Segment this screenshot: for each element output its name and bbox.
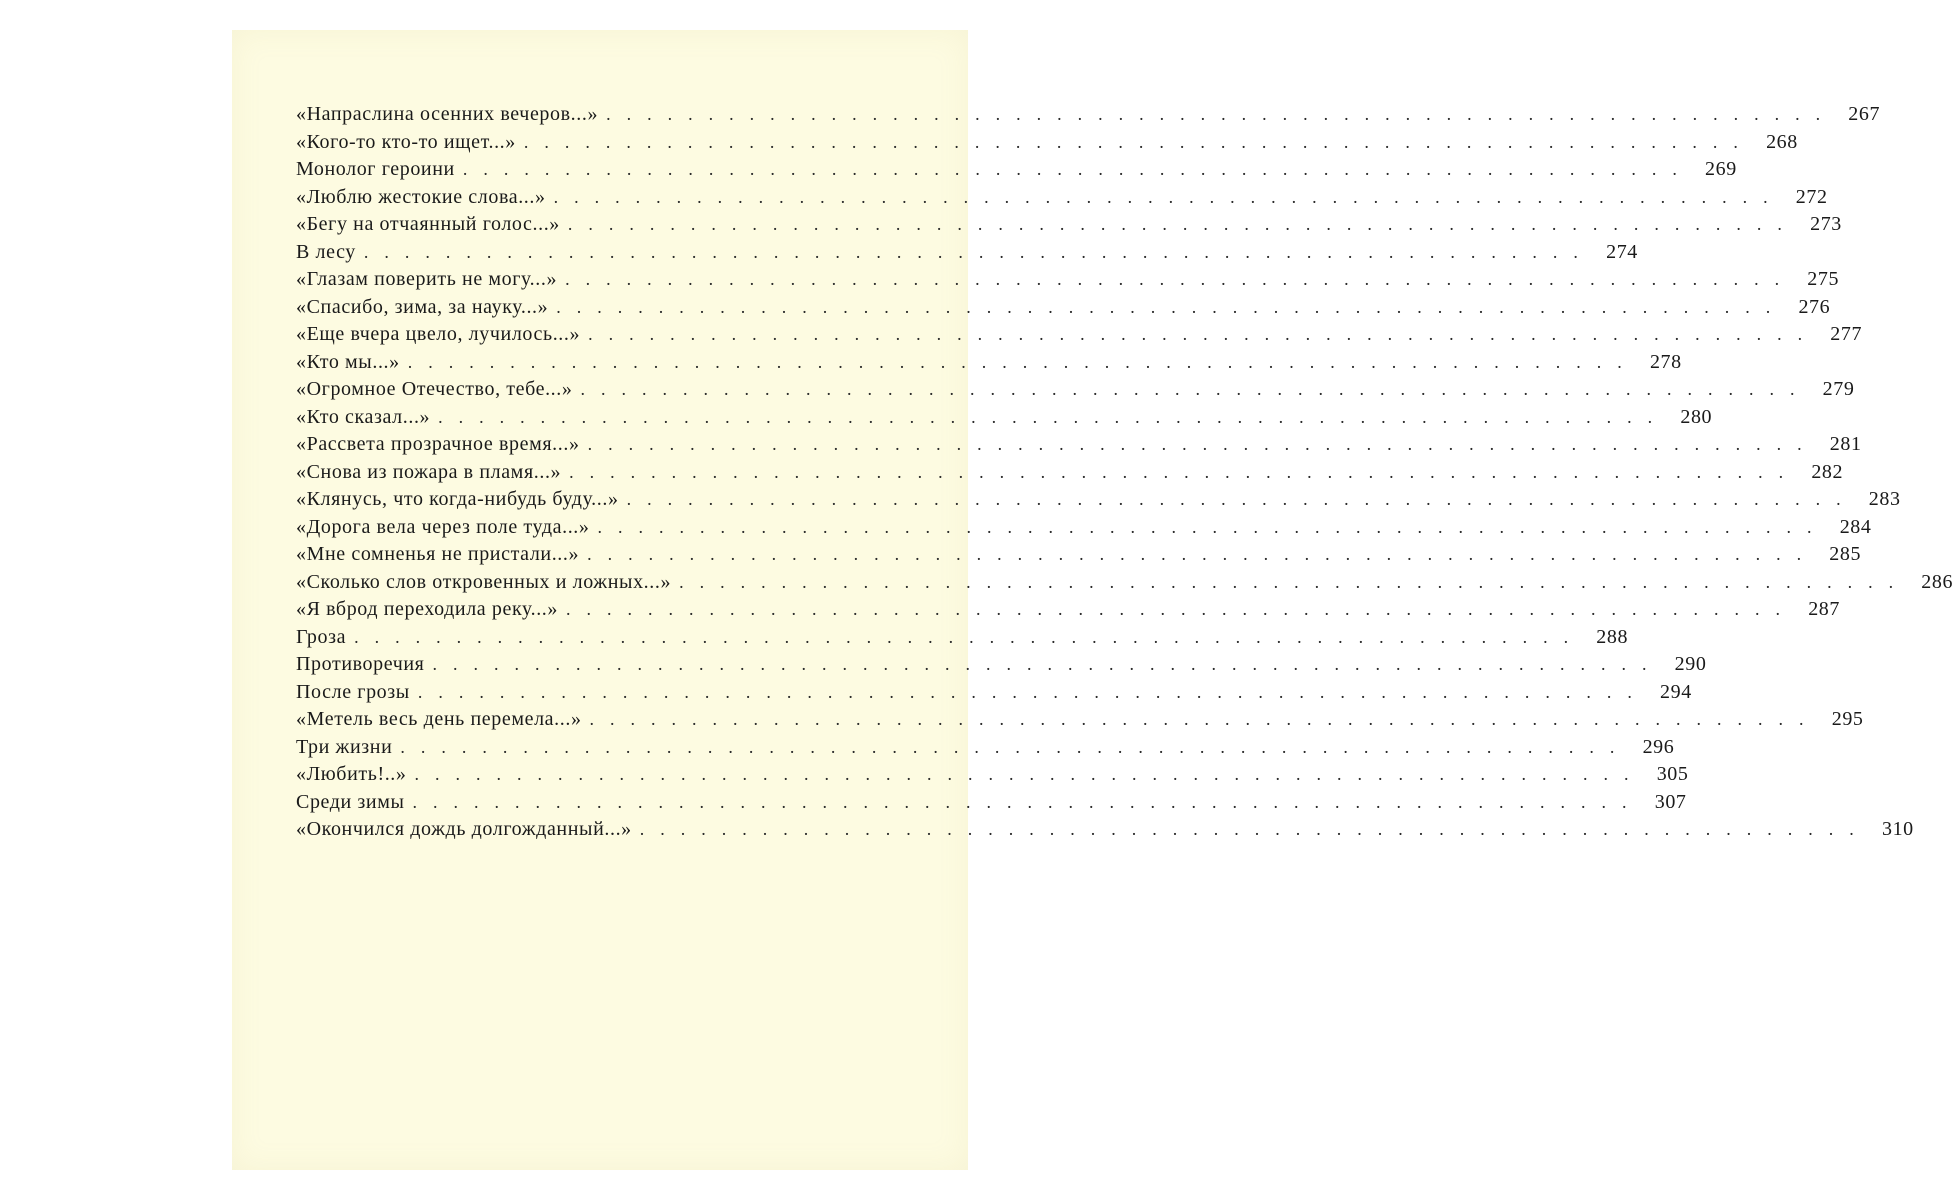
toc-entry xyxy=(296,405,1713,434)
toc-entry xyxy=(296,515,1872,544)
toc-entry-page: 273 xyxy=(1810,213,1842,235)
toc-entry-page: 280 xyxy=(1680,405,1713,428)
toc-entry-page: 305 xyxy=(1656,763,1689,785)
toc-entry xyxy=(296,460,1844,489)
dot-leader: ............................................................ xyxy=(363,241,1594,262)
toc-entry-page: 288 xyxy=(1596,625,1629,648)
dot-leader: ............................................................ xyxy=(400,736,1631,757)
dot-leader: ............................................................ xyxy=(566,599,1796,619)
dot-leader: ............................................................ xyxy=(417,681,1648,702)
dot-leader: ............................................................ xyxy=(438,406,1669,427)
toc-entry-title: «Окончился дождь долгожданный...» xyxy=(296,818,632,840)
toc-entry-page: 287 xyxy=(1808,598,1840,620)
toc-entry xyxy=(296,103,1881,131)
dot-leader: ............................................................ xyxy=(462,159,1693,179)
toc-entry-page: 268 xyxy=(1766,130,1798,153)
toc-entry-title: Три жизни xyxy=(296,735,393,758)
dot-leader: ............................................................ xyxy=(626,489,1857,509)
toc-entry xyxy=(296,735,1675,764)
toc-entry xyxy=(296,240,1638,269)
dot-leader: ............................................................ xyxy=(597,516,1828,537)
toc-entry-page: 283 xyxy=(1868,488,1901,510)
toc-entry xyxy=(296,488,1901,516)
dot-leader: ............................................................ xyxy=(412,791,1643,812)
book-page xyxy=(232,30,1953,1170)
toc-entry-title: «Бегу на отчаянный голос...» xyxy=(296,213,560,235)
toc-entry-title: «Кого-то кто-то ищет...» xyxy=(296,130,516,153)
toc-entry-page: 272 xyxy=(1795,185,1828,208)
toc-entry-title: «Снова из пожара в пламя...» xyxy=(296,460,562,483)
toc-entry-title: «Я вброд переходила реку...» xyxy=(296,598,558,620)
toc-entry xyxy=(296,570,1953,599)
table-of-contents xyxy=(296,103,1953,846)
toc-entry-title: «Кто мы...» xyxy=(296,350,400,373)
dot-leader: ............................................................ xyxy=(606,104,1837,124)
toc-entry xyxy=(296,598,1840,626)
toc-entry xyxy=(296,818,1914,846)
toc-entry xyxy=(296,130,1798,159)
toc-entry-title: «Еще вчера цвело, лучилось...» xyxy=(296,323,581,345)
toc-entry-page: 279 xyxy=(1822,378,1855,400)
toc-entry-page: 269 xyxy=(1705,158,1737,180)
dot-leader: ............................................................ xyxy=(587,544,1818,564)
dot-leader: ............................................................ xyxy=(407,351,1638,372)
dot-leader: ............................................................ xyxy=(589,709,1820,729)
toc-entry-page: 282 xyxy=(1811,460,1844,483)
toc-entry-page: 310 xyxy=(1881,818,1914,840)
toc-entry xyxy=(296,295,1831,324)
toc-entry-title: «Кто сказал...» xyxy=(296,405,431,428)
toc-entry xyxy=(296,653,1707,681)
dot-leader: ............................................................ xyxy=(569,461,1800,482)
toc-entry-title: «Мне сомненья не пристали...» xyxy=(296,543,580,565)
toc-entry-page: 294 xyxy=(1660,680,1692,703)
toc-entry xyxy=(296,378,1855,406)
toc-entry-title: «Дорога вела через поле туда...» xyxy=(296,515,590,538)
toc-entry xyxy=(296,213,1842,241)
toc-entry-title: «Люблю жестокие слова...» xyxy=(296,185,546,208)
toc-entry xyxy=(296,158,1737,186)
toc-entry xyxy=(296,763,1689,791)
toc-entry-page: 284 xyxy=(1839,515,1872,538)
toc-entry-page: 295 xyxy=(1831,708,1864,730)
toc-entry-page: 267 xyxy=(1848,103,1881,125)
toc-entry-title: Противоречия xyxy=(296,653,425,675)
dot-leader: ............................................................ xyxy=(580,379,1811,399)
toc-entry xyxy=(296,543,1862,571)
toc-entry xyxy=(296,680,1692,709)
toc-entry xyxy=(296,708,1864,736)
toc-entry-title: «Сколько слов откровенных и ложных...» xyxy=(296,570,672,593)
toc-entry-page: 276 xyxy=(1798,295,1831,318)
toc-entry-page: 286 xyxy=(1921,570,1953,593)
toc-entry-page: 307 xyxy=(1654,790,1687,813)
dot-leader: ............................................................ xyxy=(523,131,1754,152)
dot-leader: ............................................................ xyxy=(587,434,1818,454)
toc-entry-title: «Глазам поверить не могу...» xyxy=(296,268,558,290)
toc-entry-title: «Спасибо, зима, за науку...» xyxy=(296,295,549,318)
toc-entry-title: «Любить!..» xyxy=(296,763,407,785)
toc-entry-title: «Метель весь день перемела...» xyxy=(296,708,582,730)
toc-entry-title: В лесу xyxy=(296,240,356,263)
toc-entry-title: После грозы xyxy=(296,680,410,703)
toc-entry-title: Монолог героини xyxy=(296,158,455,180)
toc-entry-page: 290 xyxy=(1674,653,1707,675)
dot-leader: ............................................................ xyxy=(588,324,1819,344)
toc-entry-title: «Огромное Отечество, тебе...» xyxy=(296,378,573,400)
toc-entry xyxy=(296,433,1862,461)
toc-entry xyxy=(296,350,1682,379)
toc-entry-page: 278 xyxy=(1649,350,1682,373)
dot-leader: ............................................................ xyxy=(354,626,1585,647)
toc-entry xyxy=(296,268,1840,296)
toc-entry-page: 285 xyxy=(1829,543,1862,565)
toc-entry-page: 275 xyxy=(1807,268,1840,290)
toc-entry-page: 281 xyxy=(1829,433,1862,455)
toc-entry-title: Гроза xyxy=(296,625,347,648)
dot-leader: ............................................................ xyxy=(553,186,1784,207)
dot-leader: ............................................................ xyxy=(414,764,1645,784)
toc-entry xyxy=(296,790,1687,819)
toc-entry xyxy=(296,323,1863,351)
toc-entry-page: 296 xyxy=(1642,735,1675,758)
toc-entry-page: 274 xyxy=(1606,240,1638,263)
toc-entry xyxy=(296,625,1629,654)
dot-leader: ............................................................ xyxy=(556,296,1787,317)
toc-entry-title: Среди зимы xyxy=(296,790,405,813)
dot-leader: ............................................................ xyxy=(639,819,1870,839)
toc-entry-page: 277 xyxy=(1830,323,1863,345)
toc-entry xyxy=(296,185,1828,214)
dot-leader: ............................................................ xyxy=(679,571,1910,592)
dot-leader: ............................................................ xyxy=(567,214,1798,234)
toc-entry-title: «Клянусь, что когда-нибудь буду...» xyxy=(296,488,619,510)
dot-leader: ............................................................ xyxy=(565,269,1796,289)
dot-leader: ............................................................ xyxy=(432,654,1663,674)
toc-entry-title: «Напраслина осенних вечеров...» xyxy=(296,103,599,125)
toc-entry-title: «Рассвета прозрачное время...» xyxy=(296,433,580,455)
